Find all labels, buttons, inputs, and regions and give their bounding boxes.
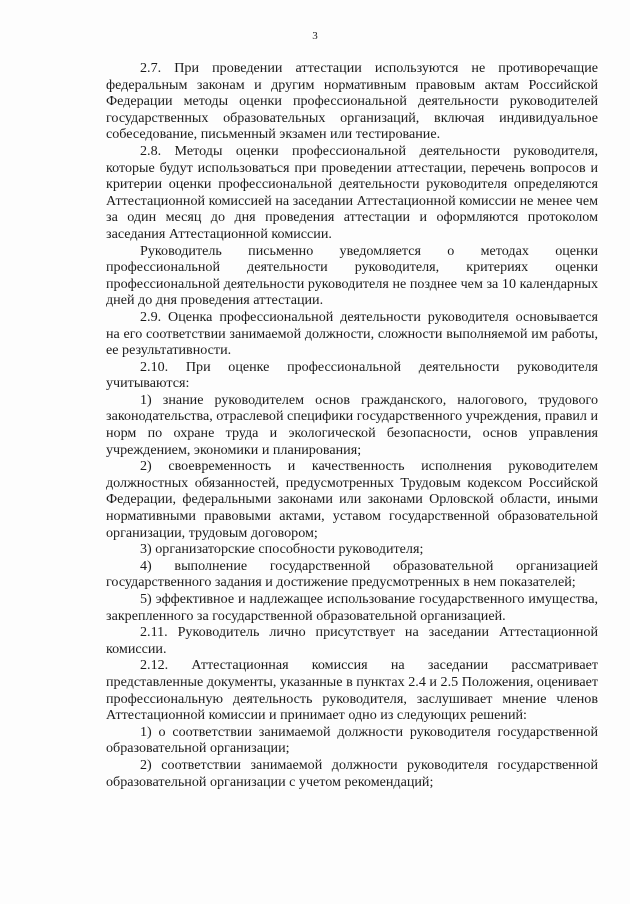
list-item-2-10-5: 5) эффективное и надлежащее использование государственного имущества, закрепленного за государственной образовательной организацией. [106, 591, 598, 624]
paragraph-2-8: 2.8. Методы оценки профессиональной деятельности руководителя, которые будут использоваться при проведении аттестации, перечень вопросов и критерии оценки профессиональной деятельности руководителя определяются Аттестационной комиссией на заседании Аттестационной комиссии не менее чем за один месяц до дня проведения аттестации и оформляются протоколом заседания Аттестационной комиссии. [106, 142, 598, 242]
paragraph-2-11: 2.11. Руководитель лично присутствует на заседании Аттестационной комиссии. [106, 624, 598, 657]
list-item-2-10-4: 4) выполнение государственной образовательной организацией государственного задания и достижение предусмотренных в нем показателей; [106, 557, 598, 591]
paragraph-2-10: 2.10. При оценке профессиональной деятельности руководителя учитываются: [106, 358, 598, 392]
paragraph-2-9: 2.9. Оценка профессиональной деятельности руководителя основывается на его соответствии занимаемой должности, сложности выполняемой им работы, ее результативности. [106, 308, 598, 359]
list-item-2-10-3: 3) организаторские способности руководителя; [140, 541, 424, 558]
list-item-2-10-2: 2) своевременность и качественность исполнения руководителем должностных обязанностей, предусмотренных Трудовым кодексом Российской Федерации, федеральными законами или законами Орловской области, иными нормативными правовыми актами, уставом государственной образовательной организации, трудовым договором; [106, 458, 598, 541]
body-text [106, 60, 598, 790]
list-item-2-12-2: 2) соответствии занимаемой должности руководителя государственной образовательной организации с учетом рекомендаций; [106, 756, 598, 790]
page-number: 3 [312, 30, 318, 42]
paragraph-2-7: 2.7. При проведении аттестации используются не противоречащие федеральным законам и другим нормативным правовым актам Российской Федерации методы оценки профессиональной деятельности руководителей государственных образовательных организаций, включая индивидуальное собеседование, письменный экзамен или тестирование. [106, 60, 598, 143]
list-item-2-10-1: 1) знание руководителем основ гражданского, налогового, трудового законодательства, отраслевой специфики государственного учреждения, правил и норм по охране труда и экологической безопасности, основ управления учреждением, экономики и планирования; [106, 391, 598, 458]
paragraph-notification: Руководитель письменно уведомляется о методах оценки профессиональной деятельности руководителя, критериях оценки профессиональной деятельности руководителя не позднее чем за 10 календарных дней до дня проведения аттестации. [106, 242, 598, 309]
paragraph-2-12: 2.12. Аттестационная комиссия на заседании рассматривает представленные документы, указанные в пунктах 2.4 и 2.5 Положения, оценивает профессиональную деятельность руководителя, заслушивает мнение членов Аттестационной комиссии и принимает одно из следующих решений: [106, 657, 598, 724]
list-item-2-12-1: 1) о соответствии занимаемой должности руководителя государственной образовательной организации; [106, 723, 598, 757]
